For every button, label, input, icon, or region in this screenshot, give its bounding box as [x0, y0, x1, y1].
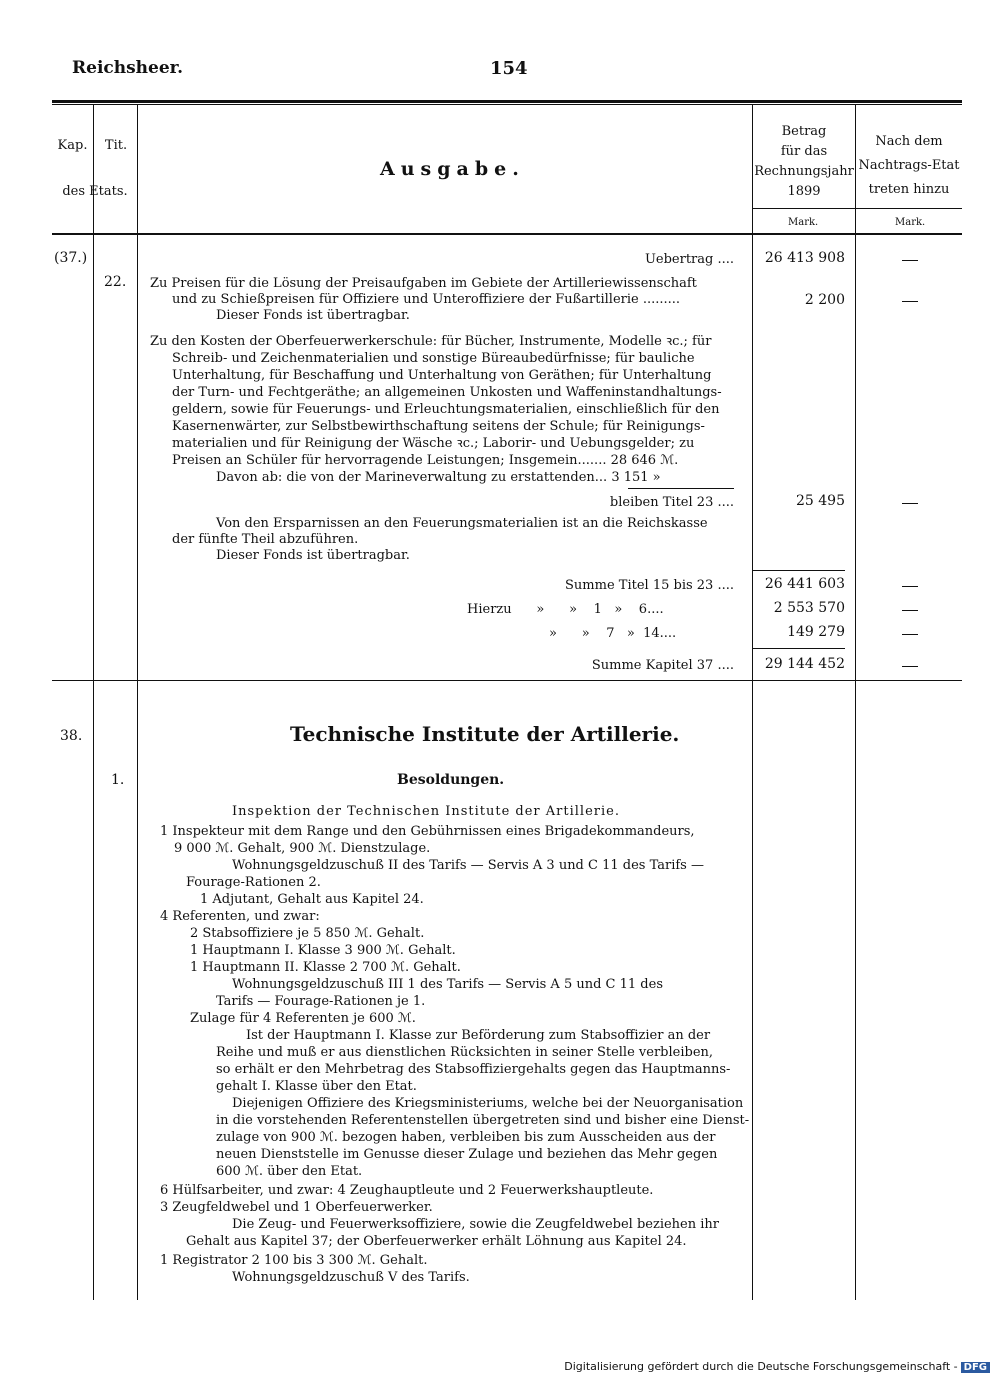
- running-header: Reichsheer.: [72, 58, 183, 78]
- ausgabe-heading: Ausgabe.: [380, 158, 525, 180]
- top-rule-thin: [52, 104, 962, 105]
- empty-dash: [902, 586, 918, 587]
- dfg-logo: DFG: [961, 1362, 990, 1373]
- nachtrag-header: [856, 130, 962, 202]
- kap-header: Kap.: [57, 138, 88, 153]
- sum-rule: [753, 648, 845, 649]
- t23-text: Unterhaltung, für Beschaffung und Unterhaltung von Geräthen; für Unterhaltung: [172, 368, 712, 383]
- t23-text: Schreib- und Zeichenmaterialien und sonstige Büreaubedürfnisse; für bauliche: [172, 351, 695, 366]
- nachtrag-col-divider: [855, 105, 856, 1300]
- section-title: Technische Institute der Artillerie.: [290, 722, 680, 746]
- summe-kapitel-value: 29 144 452: [764, 656, 845, 672]
- t22-text: Dieser Fonds ist übertragbar.: [216, 308, 410, 323]
- betrag-line: 1899: [787, 184, 821, 199]
- body-line: Wohnungsgeldzuschuß III 1 des Tarifs — Servis A 5 und C 11 des: [232, 977, 663, 992]
- betrag-line: Rechnungsjahr: [754, 164, 854, 179]
- footer-credit: [564, 1360, 990, 1373]
- footer-text: Digitalisierung gefördert durch die Deutsche Forschungsgemeinschaft -: [564, 1360, 958, 1373]
- body-line: Wohnungsgeldzuschuß II des Tarifs — Servis A 3 und C 11 des Tarifs —: [232, 858, 704, 873]
- t23-deduction: Davon ab: die von der Marineverwaltung zu erstattenden... 3 151 »: [216, 470, 661, 485]
- body-line: Tarifs — Fourage-Rationen je 1.: [216, 994, 426, 1009]
- t22-value: 2 200: [804, 292, 845, 308]
- body-line: 3 Zeugfeldwebel und 1 Oberfeuerwerker.: [160, 1200, 433, 1215]
- betrag-header: [753, 122, 855, 202]
- body-line: 1 Registrator 2 100 bis 3 300 ℳ. Gehalt.: [160, 1253, 428, 1268]
- t23-text: geldern, sowie für Feuerungs- und Erleuchtungsmaterialien, einschließlich für den: [172, 402, 720, 417]
- kap-number: (37.): [54, 250, 88, 266]
- kap-col-divider: [93, 105, 94, 1300]
- erspar-text: Von den Ersparnissen an den Feuerungsmaterialien ist an die Reichskasse: [216, 516, 708, 531]
- t23-text: Kasernenwärter, zur Selbstbewirthschaftung seitens der Schule; für Reinigungs-: [172, 419, 705, 434]
- betrag-line: für das: [780, 144, 828, 159]
- betrag-col-divider: [752, 105, 753, 1300]
- section-divider: [52, 680, 962, 681]
- bleiben-label: bleiben Titel 23 ....: [609, 495, 734, 510]
- tit-number: 22.: [104, 274, 127, 290]
- hierzu-value: 2 553 570: [773, 600, 845, 616]
- body-line: 600 ℳ. über den Etat.: [216, 1164, 363, 1179]
- nachtrag-line: Nach dem: [875, 134, 943, 149]
- body-line: Ist der Hauptmann I. Klasse zur Beförderung zum Stabsoffizier an der: [246, 1028, 711, 1043]
- t22-text: Zu Preisen für die Lösung der Preisaufgaben im Gebiete der Artilleriewissenschaft: [150, 276, 697, 291]
- t22-text: und zu Schießpreisen für Offiziere und Unteroffiziere der Fußartillerie .........: [172, 292, 681, 307]
- unit-label-betrag: Mark.: [788, 217, 819, 228]
- body-line: so erhält er den Mehrbetrag des Stabsoffiziergehalts gegen das Hauptmanns-: [216, 1062, 731, 1077]
- body-line: Fourage-Rationen 2.: [186, 875, 321, 890]
- body-line: 2 Stabsoffiziere je 5 850 ℳ. Gehalt.: [190, 926, 425, 941]
- inspektion-heading: Inspektion der Technischen Institute der Artillerie.: [232, 804, 620, 819]
- summe-kapitel-label: Summe Kapitel 37 ....: [591, 658, 734, 673]
- empty-dash: [902, 610, 918, 611]
- body-line: neuen Dienststelle im Genusse dieser Zulage und beziehen das Mehr gegen: [216, 1147, 718, 1162]
- body-line: in die vorstehenden Referentenstellen übergetreten sind und bisher eine Dienst-: [216, 1113, 750, 1128]
- subsection-title: Besoldungen.: [397, 772, 505, 788]
- empty-dash: [902, 301, 918, 302]
- body-line: Die Zeug- und Feuerwerksoffiziere, sowie die Zeugfeldwebel beziehen ihr: [232, 1217, 719, 1232]
- kap-number: 38.: [60, 728, 83, 744]
- tit-header: Tit.: [104, 138, 128, 153]
- empty-dash: [902, 503, 918, 504]
- empty-dash: [902, 666, 918, 667]
- sum-rule: [753, 570, 845, 571]
- body-line: 9 000 ℳ. Gehalt, 900 ℳ. Dienstzulage.: [174, 841, 431, 856]
- des-etats-header: des Etats.: [62, 184, 128, 199]
- header-bottom-rule: [52, 233, 962, 235]
- summe-value: 26 441 603: [764, 576, 845, 592]
- t23-text: der Turn- und Fechtgeräthe; an allgemeinen Unkosten und Waffeninstandhaltungs-: [172, 385, 722, 400]
- tit-number: 1.: [111, 772, 125, 788]
- body-line: 1 Inspekteur mit dem Range und den Gebührnissen eines Brigadekommandeurs,: [160, 824, 695, 839]
- top-rule: [52, 100, 962, 103]
- sum-underline: [628, 488, 734, 489]
- body-line: Reihe und muß er aus dienstlichen Rücksichten in seiner Stelle verbleiben,: [216, 1045, 714, 1060]
- erspar-text: Dieser Fonds ist übertragbar.: [216, 548, 410, 563]
- body-line: 4 Referenten, und zwar:: [160, 909, 320, 924]
- tit-col-divider: [137, 105, 138, 1300]
- body-line: Wohnungsgeldzuschuß V des Tarifs.: [232, 1270, 470, 1285]
- body-line: Gehalt aus Kapitel 37; der Oberfeuerwerker erhält Löhnung aus Kapitel 24.: [186, 1234, 687, 1249]
- body-line: 1 Hauptmann I. Klasse 3 900 ℳ. Gehalt.: [190, 943, 456, 958]
- empty-dash: [902, 634, 918, 635]
- body-line: zulage von 900 ℳ. bezogen haben, verbleiben bis zum Ausscheiden aus der: [216, 1130, 716, 1145]
- t23-text: materialien und für Reinigung der Wäsche ꝛc.; Laborir- und Uebungsgelder; zu: [172, 436, 695, 451]
- t23-text: Zu den Kosten der Oberfeuerwerkerschule: für Bücher, Instrumente, Modelle ꝛc.; für: [150, 334, 712, 349]
- nachtrag-line: treten hinzu: [868, 182, 950, 197]
- hierzu2-value: 149 279: [787, 624, 845, 640]
- empty-dash: [902, 260, 918, 261]
- body-line: Zulage für 4 Referenten je 600 ℳ.: [190, 1011, 416, 1026]
- t23-text: Preisen an Schüler für hervorragende Leistungen; Insgemein....... 28 646 ℳ.: [172, 453, 679, 468]
- body-line: 1 Hauptmann II. Klasse 2 700 ℳ. Gehalt.: [190, 960, 461, 975]
- betrag-line: Betrag: [781, 124, 827, 139]
- erspar-text: der fünfte Theil abzuführen.: [172, 532, 359, 547]
- uebertrag-value: 26 413 908: [764, 250, 845, 266]
- bleiben-value: 25 495: [796, 493, 845, 509]
- unit-label-nachtrag: Mark.: [895, 217, 926, 228]
- nachtrag-line: Nachtrags-Etat: [858, 158, 960, 173]
- unit-rule: [752, 208, 962, 209]
- hierzu-label: Hierzu » » 1 » 6....: [467, 602, 664, 617]
- body-line: 6 Hülfsarbeiter, und zwar: 4 Zeughauptleute und 2 Feuerwerkshauptleute.: [160, 1183, 654, 1198]
- summe-label: Summe Titel 15 bis 23 ....: [565, 578, 734, 593]
- body-line: 1 Adjutant, Gehalt aus Kapitel 24.: [200, 892, 424, 907]
- hierzu2-label: » » 7 » 14....: [549, 626, 677, 641]
- page-number: 154: [490, 58, 528, 79]
- uebertrag-label: Uebertrag ....: [644, 252, 734, 267]
- body-line: gehalt I. Klasse über den Etat.: [216, 1079, 417, 1094]
- body-line: Diejenigen Offiziere des Kriegsministeriums, welche bei der Neuorganisation: [232, 1096, 744, 1111]
